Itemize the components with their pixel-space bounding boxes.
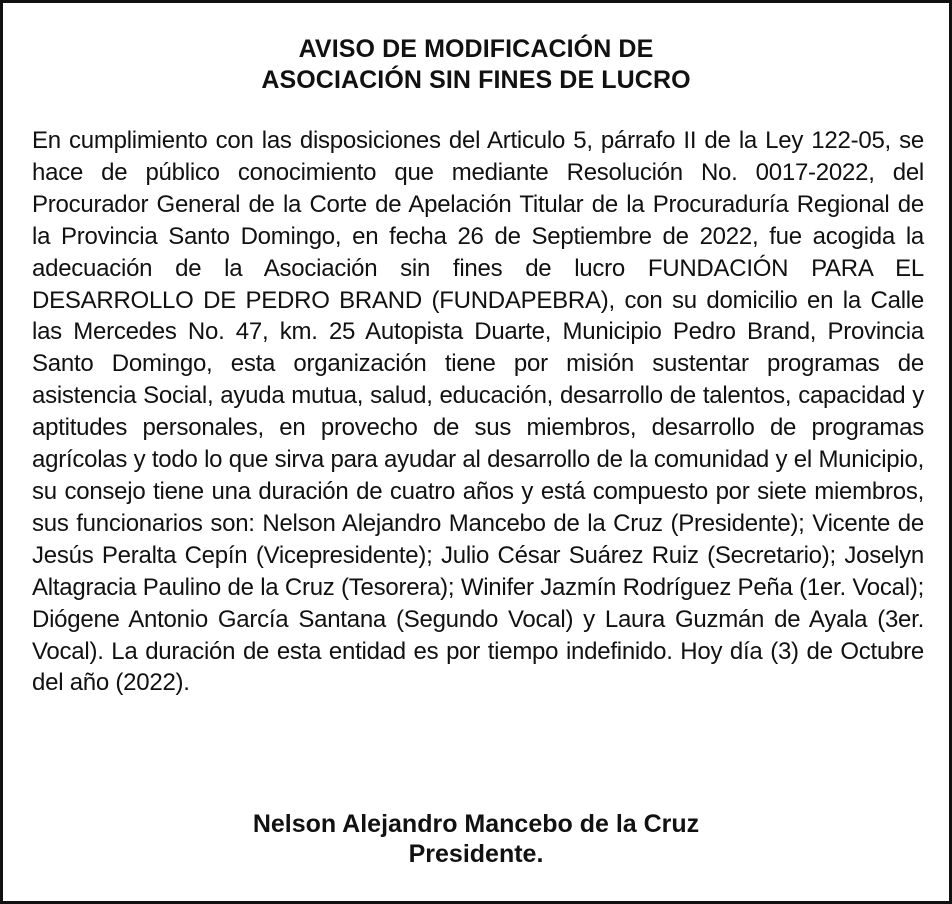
notice-title-line-2: ASOCIACIÓN SIN FINES DE LUCRO	[261, 66, 691, 94]
notice-title-line-1: AVISO DE MODIFICACIÓN DE	[298, 35, 654, 63]
notice-title	[3, 34, 949, 96]
notice-body: En cumplimiento con las disposiciones del Articulo 5, párrafo II de la Ley 122-05, se hace de público conocimiento que mediante Resolución No. 0017-2022, del Procurador General de la Corte de Apelación Titular de la Procuraduría Regional de la Provincia Santo Domingo, en fecha 26 de Septiembre de 2022, fue acogida la adecuación de la Asociación sin fines de lucro FUNDACIÓN PARA EL DESARROLLO DE PEDRO BRAND (FUNDAPEBRA), con su domicilio en la Calle las Mercedes No. 47, km. 25 Autopista Duarte, Municipio Pedro Brand, Provincia Santo Domingo, esta organización tiene por misión sustentar programas de asistencia Social, ayuda mutua, salud, educación, desarrollo de talentos, capacidad y aptitudes personales, en provecho de sus miembros, desarrollo de programas agrícolas y todo lo que sirva para ayudar al desarrollo de la comunidad y el Municipio, su consejo tiene una duración de cuatro años y está compuesto por siete miembros, sus funcionarios son: Nelson Alejandro Mancebo de la Cruz (Presidente); Vicente de Jesús Peralta Cepín (Vicepresidente); Julio César Suárez Ruiz (Secretario); Joselyn Altagracia Paulino de la Cruz (Tesorera); Winifer Jazmín Rodríguez Peña (1er. Vocal); Diógene Antonio García Santana (Segundo Vocal) y Laura Guzmán de Ayala (3er. Vocal). La duración de esta entidad es por tiempo indefinido. Hoy día (3) de Octubre del año (2022).	[32, 127, 924, 697]
signature-role: Presidente.	[408, 840, 544, 868]
signature-block	[3, 809, 949, 869]
signature-name: Nelson Alejandro Mancebo de la Cruz	[252, 810, 700, 838]
